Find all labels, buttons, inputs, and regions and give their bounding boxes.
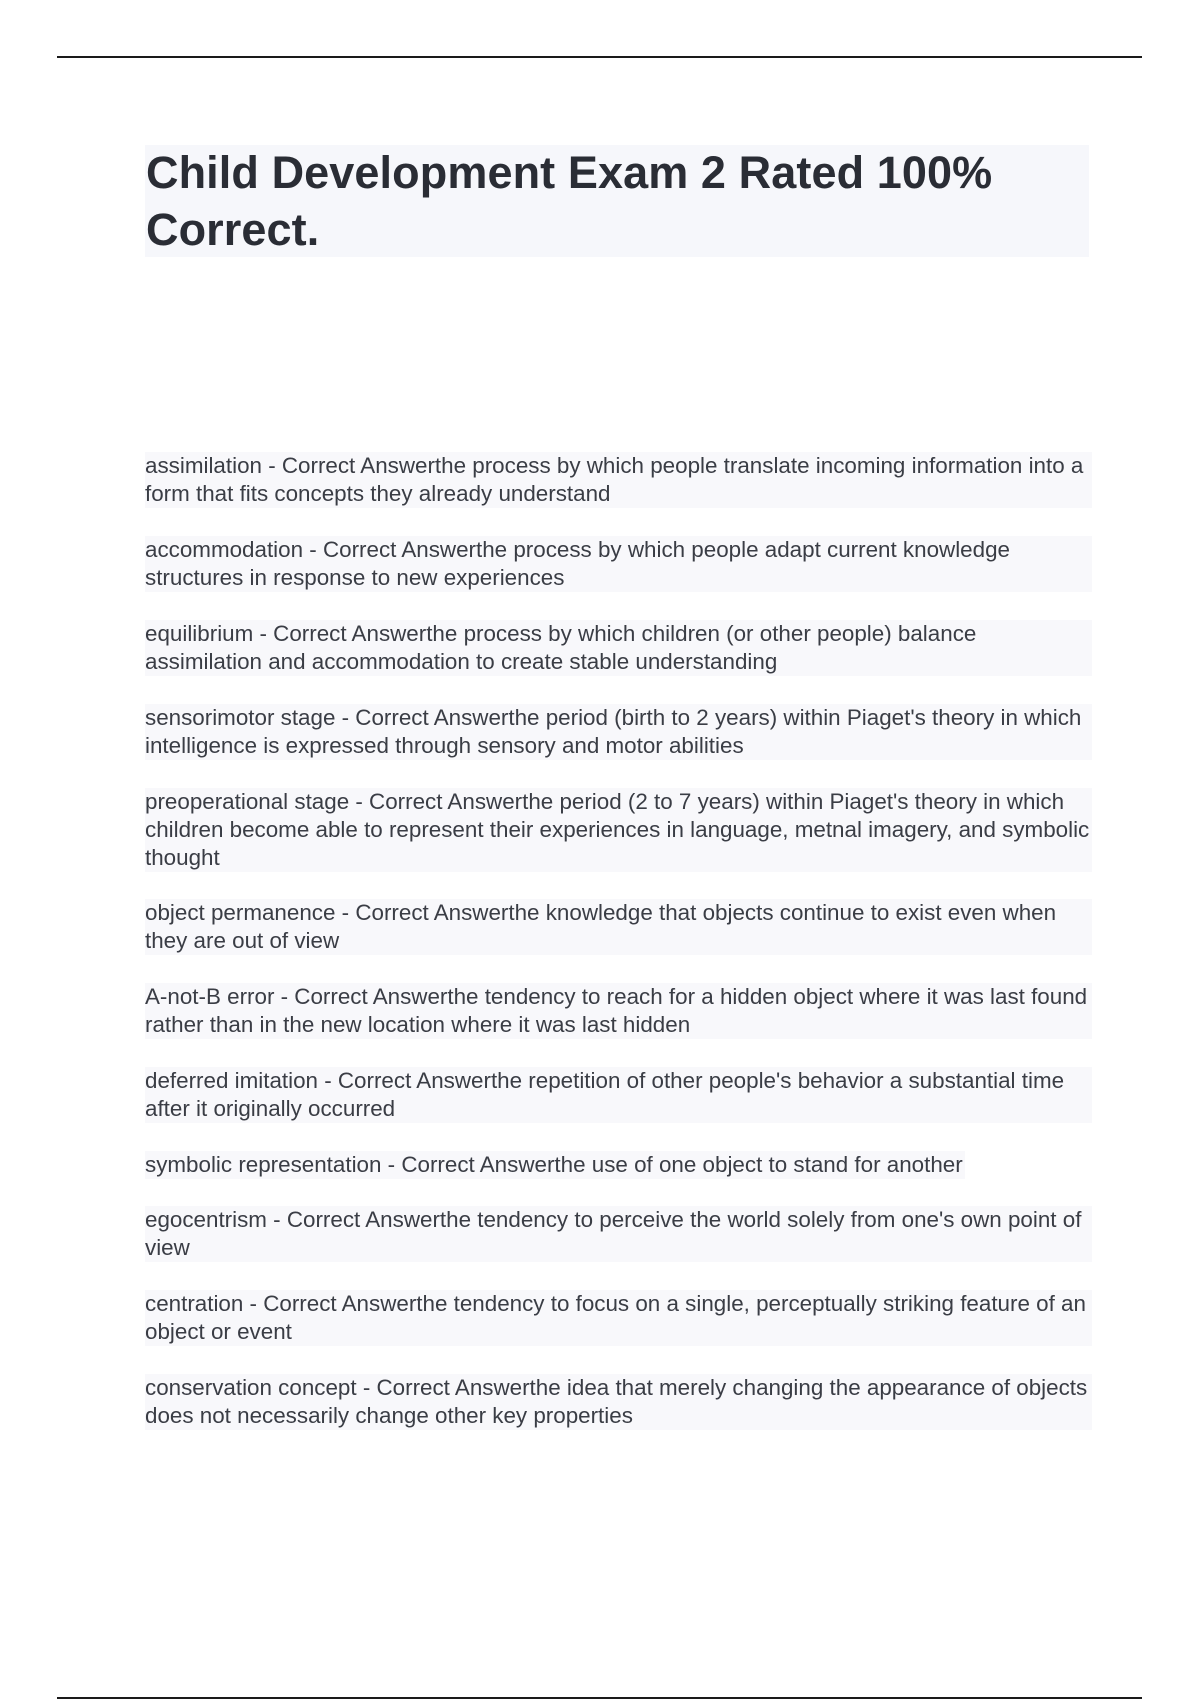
list-item <box>145 899 1095 983</box>
entry-text: egocentrism - Correct Answerthe tendency to perceive the world solely from one's own point of view <box>145 1206 1092 1262</box>
page-title <box>146 144 992 258</box>
entry-text: accommodation - Correct Answerthe process by which people adapt current knowledge structures in response to new experiences <box>145 536 1092 592</box>
entry-text: centration - Correct Answerthe tendency to focus on a single, perceptually striking feature of an object or event <box>145 1290 1092 1346</box>
page-title-line-1: Child Development Exam 2 Rated 100% <box>146 147 993 198</box>
list-item <box>145 620 1095 704</box>
list-item <box>145 983 1095 1067</box>
entry-text: sensorimotor stage - Correct Answerthe period (birth to 2 years) within Piaget's theory in which intelligence is expressed through sensory and motor abilities <box>145 704 1092 760</box>
entry-text: symbolic representation - Correct Answerthe use of one object to stand for another <box>145 1152 963 1177</box>
list-item <box>145 1067 1095 1151</box>
list-item <box>145 1290 1095 1374</box>
list-item <box>145 1151 1095 1206</box>
list-item <box>145 536 1095 620</box>
entry-text: preoperational stage - Correct Answerthe period (2 to 7 years) within Piaget's theory in which children become able to represent their experiences in language, metnal imagery, and symbolic thought <box>145 788 1092 872</box>
list-item <box>145 1206 1095 1290</box>
entry-text: conservation concept - Correct Answerthe idea that merely changing the appearance of objects does not necessarily change other key properties <box>145 1374 1092 1430</box>
list-item <box>145 452 1095 536</box>
list-item <box>145 1374 1095 1458</box>
entry-text: A-not-B error - Correct Answerthe tendency to reach for a hidden object where it was last found rather than in the new location where it was last hidden <box>145 983 1092 1039</box>
top-rule <box>57 56 1142 58</box>
entry-text: equilibrium - Correct Answerthe process by which children (or other people) balance assimilation and accommodation to create stable understanding <box>145 620 1092 676</box>
bottom-rule <box>57 1697 1142 1699</box>
entry-text: object permanence - Correct Answerthe knowledge that objects continue to exist even when they are out of view <box>145 899 1092 955</box>
flashcard-list <box>145 452 1095 1458</box>
list-item <box>145 704 1095 788</box>
entry-text: deferred imitation - Correct Answerthe repetition of other people's behavior a substantial time after it originally occurred <box>145 1067 1092 1123</box>
list-item <box>145 788 1095 899</box>
entry-text: assimilation - Correct Answerthe process by which people translate incoming information into a form that fits concepts they already understand <box>145 452 1092 508</box>
page-title-line-2: Correct. <box>146 204 320 255</box>
